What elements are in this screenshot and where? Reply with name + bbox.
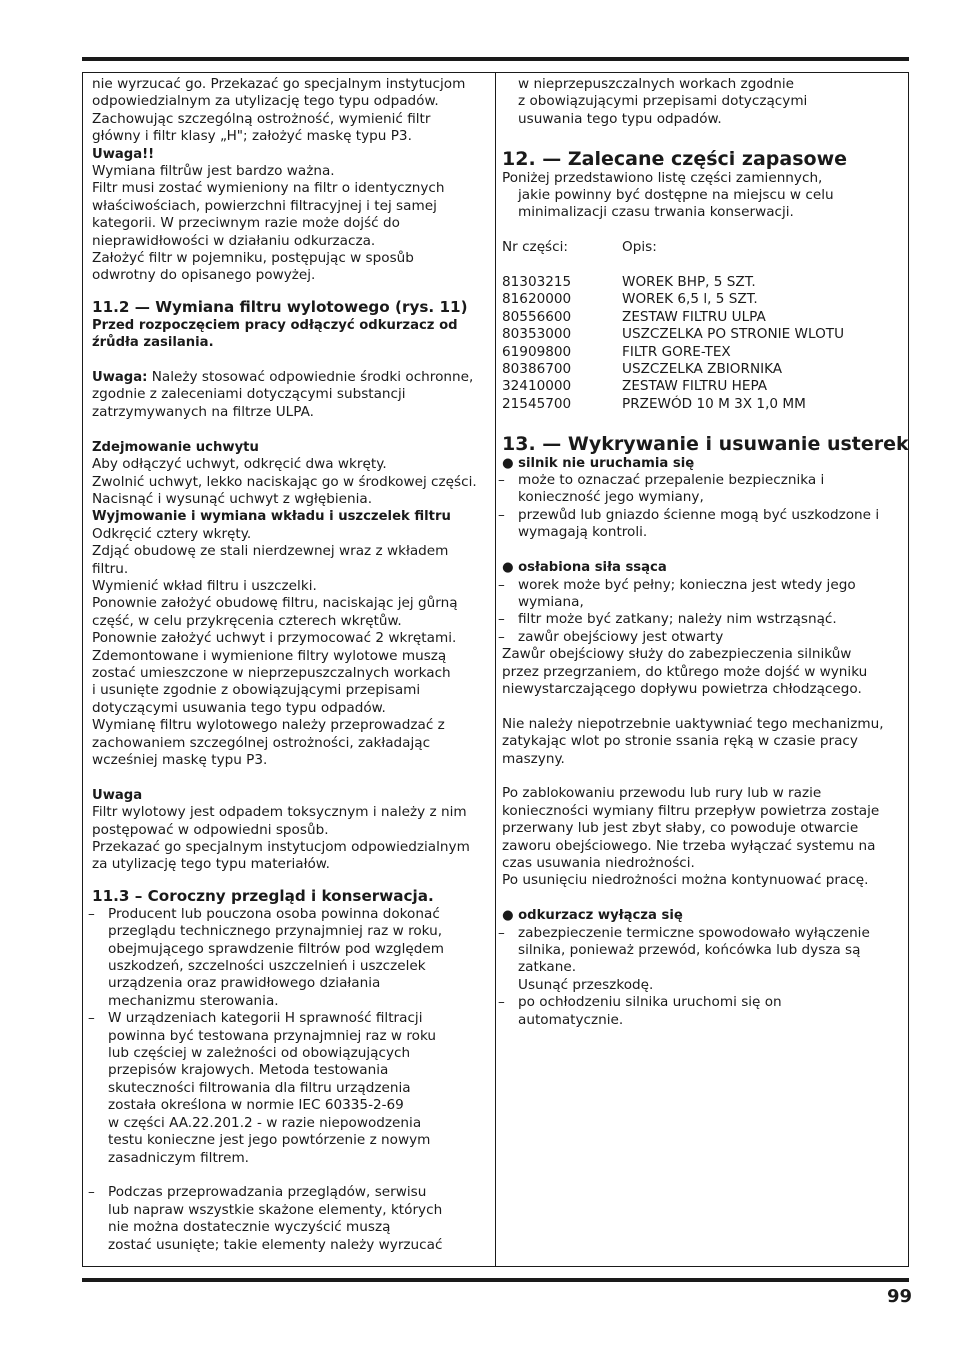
text-line: zostać usunięte; takie elementy należy wyrzucać — [108, 1236, 443, 1253]
note-heading: Uwaga — [92, 787, 143, 803]
text-line: Zdjąć obudowę ze stali nierdzewnej wraz z wkładem — [92, 543, 449, 560]
text-line: i usunięte zgodnie z obowiązującymi przepisami — [92, 682, 421, 699]
text-line: Zawůr obejściowy służy do zabezpieczenia silnikůw — [502, 646, 852, 663]
table-row — [502, 344, 844, 361]
text-line: wymiana, — [518, 593, 584, 610]
paragraph-intro — [92, 76, 488, 146]
page-number: 99 — [886, 1286, 912, 1307]
text-line: Podczas przeprowadzania przeglądów, serwisu — [108, 1184, 427, 1201]
text-line: Zwolnić uchwyt, lekko naciskając go w środkowej części. — [92, 473, 477, 490]
text-line: Filtr musi zostać wymieniony na filtr o identycznych — [92, 180, 445, 197]
text-line: zatrzymywanych na filtrze ULPA. — [92, 403, 314, 420]
text-line: minimalizacji czasu trwania konserwacji. — [518, 204, 794, 221]
text-line: silnika, ponieważ przewód, końcówka lub dysza są — [518, 941, 861, 958]
text-line: jakie powinny być dostępne na miejscu w celu — [518, 187, 834, 204]
text-line: konieczności wymiany filtru przepływ powietrza zostaje — [502, 802, 880, 819]
text-line: automatycznie. — [518, 1011, 624, 1028]
text-line: w części AA.22.201.2 - w razie niepowodzenia — [108, 1114, 422, 1131]
text-line: Przekazać go specjalnym instytucjom odpowiedzialnym — [92, 839, 470, 856]
table-row — [502, 361, 844, 378]
text-line: Usunąć przeszkodę. — [518, 976, 654, 993]
text-line: może to oznaczać przepalenie bezpiecznika i — [518, 472, 825, 489]
text-line: zawůr obejściowy jest otwarty — [518, 628, 724, 645]
text-line: odwrotny do opisanego powyżej. — [92, 267, 316, 284]
section-11-3-title: 11.3 – Coroczny przegląd i konserwacja. — [92, 886, 434, 905]
bottom-rule — [82, 1278, 909, 1282]
text-line: wcześniej maskę typu P3. — [92, 752, 268, 768]
text-line: lub napraw wszystkie skażone elementy, których — [108, 1201, 443, 1218]
text-line: przepisów krajowych. Metoda testowania — [108, 1062, 389, 1079]
right-column — [498, 76, 909, 1029]
list-item: – przewůd lub gniazdo ścienne mogą być uszkodzone i wymagają kontroli. — [502, 507, 902, 542]
text-line: przerwany lub jest zbyt słaby, co powoduje otwarcie — [502, 820, 859, 837]
text-line: powinna być testowana przynajmniej raz w roku — [108, 1027, 437, 1044]
list-item: – filtr może być zatkany; należy nim wstrząsnąć. — [502, 611, 902, 628]
column-header-number: Nr części: — [502, 239, 568, 256]
text-line: właściwościach, powierzchni filtracyjnej i tej samej — [92, 197, 437, 214]
text-line: testu konieczne jest jego powtórzenie z nowym — [108, 1132, 431, 1149]
text-line: nie wyrzucać go. Przekazać go specjalnym instytucjom — [92, 76, 466, 92]
part-number: 61909800 — [502, 343, 572, 360]
text-line: Aby odłączyć uchwyt, odkręcić dwa wkręty. — [92, 456, 387, 473]
part-description: USZCZELKA ZBIORNIKA — [622, 361, 783, 378]
text-line: Poniżej przedstawiono listę części zamiennych, — [502, 169, 823, 186]
part-number: 80353000 — [502, 326, 572, 343]
text-line: filtru. — [92, 560, 129, 577]
text-line: postępować w odpowiedni sposůb. — [92, 821, 329, 838]
text-line: Zdemontowane i wymienione filtry wylotowe muszą — [92, 647, 447, 664]
table-row — [502, 378, 844, 395]
text-line: kategorii. W przeciwnym razie może dojść do — [92, 215, 400, 232]
text-line: Nie należy niepotrzebnie uaktywniać tego mechanizmu, — [502, 715, 884, 732]
text-line: dotyczącymi usuwania tego typu odpadów. — [92, 699, 386, 716]
text-line: mechanizmu sterowania. — [108, 992, 279, 1009]
text-line: odpowiedzialnym za utylizację tego typu odpadów. — [92, 93, 439, 110]
text-line: zatykając wlot po stronie ssania ręką w czasie pracy — [502, 733, 858, 750]
text-line: za utylizację tego typu materiałów. — [92, 856, 330, 873]
content-frame — [82, 72, 909, 1267]
part-description: USZCZELKA PO STRONIE WLOTU — [622, 326, 845, 343]
parts-header-row — [502, 239, 844, 256]
part-description: ZESTAW FILTRU ULPA — [622, 308, 766, 325]
left-column — [88, 76, 488, 1254]
section-12-title: 12. — Zalecane części zapasowe — [502, 147, 848, 170]
text-line: przez przegrzaniem, do ktůrego może dojść w wyniku — [502, 663, 868, 680]
text-line: została określona w normie IEC 60335-2-69 — [108, 1097, 404, 1114]
warning-line: źrůdła zasilania. — [92, 335, 214, 351]
text-line: niewystarczającego dopływu powietrza chłodzącego. — [502, 680, 862, 697]
text-line: Wymianę filtru wylotowego należy przeprowadzać z — [92, 717, 445, 734]
list-item: – worek może być pełny; konieczna jest wtedy jego wymiana, — [502, 577, 902, 612]
text-line: nie można dostatecznie wyczyścić muszą — [108, 1219, 391, 1236]
text-line: Odkręcić cztery wkręty. — [92, 525, 252, 542]
table-row — [502, 309, 844, 326]
warning-line: Przed rozpoczęciem pracy odłączyć odkurzacz od — [92, 317, 458, 333]
part-description: PRZEWÓD 10 M 3X 1,0 MM — [622, 395, 806, 412]
text-line: Po zablokowaniu przewodu lub rury lub w razie — [502, 785, 822, 802]
part-description: FILTR GORE-TEX — [622, 343, 731, 360]
text-line: nieprawidłowości w działaniu odkurzacza. — [92, 232, 376, 249]
text-line: zabezpieczenie termiczne spowodowało wyłączenie — [518, 924, 870, 941]
part-number: 21545700 — [502, 395, 572, 412]
text-line: maszyny. — [502, 750, 565, 767]
text-line: czas usuwania niedrożności. — [502, 854, 695, 871]
list-item: – zawůr obejściowy jest otwarty — [502, 629, 902, 646]
text-line: skuteczności filtrowania dla filtru urządzenia — [108, 1079, 411, 1096]
text-line: usuwania tego typu odpadów. — [518, 110, 722, 127]
text-line: Nacisnąć i wysunąć uchwyt z wgłębienia. — [92, 490, 373, 507]
text-line: Producent lub pouczona osoba powinna dokonać — [108, 905, 440, 922]
table-row — [502, 326, 844, 343]
part-number: 32410000 — [502, 378, 572, 395]
part-number: 81303215 — [502, 274, 572, 291]
note-line — [92, 369, 488, 386]
part-number: 80386700 — [502, 361, 572, 378]
text-line: z obowiązującymi przepisami dotyczącymi — [518, 93, 808, 110]
column-divider — [495, 73, 496, 1266]
text-line: Filtr wylotowy jest odpadem toksycznym i należy z nim — [92, 804, 467, 821]
table-row — [502, 396, 844, 413]
text-line: Założyć filtr w pojemniku, postępując w sposůb — [92, 250, 414, 267]
table-row — [502, 274, 844, 291]
handle-removal-heading: Zdejmowanie uchwytu — [92, 439, 259, 455]
note-label: Uwaga: — [92, 370, 148, 386]
part-number: 81620000 — [502, 291, 572, 308]
text-line: Wymienić wkład filtru i uszczelki. — [92, 577, 317, 594]
text-line: konieczność jego wymiany, — [518, 489, 704, 506]
text-line: główny i filtr klasy „H"; założyć maskę typu P3. — [92, 128, 412, 145]
fault-heading: ● silnik nie uruchamia się — [502, 455, 695, 471]
text-line: zostać umieszczone w nieprzepuszczalnych workach — [92, 664, 451, 681]
text-line: zasadniczym filtrem. — [108, 1149, 250, 1166]
text-line: Ponownie założyć obudowę filtru, naciskając jej gůrną — [92, 595, 458, 612]
text-line: Po usunięciu niedrożności można kontynuować pracę. — [502, 872, 869, 889]
paragraph-filter-replacement — [92, 163, 488, 285]
text-line: worek może być pełny; konieczna jest wtedy jego — [518, 576, 856, 593]
list-item: – Podczas przeprowadzania przeglądów, serwisu lub napraw wszystkie skażone elementy, których nie można dostatecznie wyczyścić muszą zostać usunięte; takie elementy należy wyrzucać — [92, 1184, 488, 1254]
text-line: zaworu obejściowego. Nie trzeba wyłączać systemu na — [502, 837, 876, 854]
text-line: urządzenia oraz prawidłowego działania — [108, 975, 381, 992]
part-description: WOREK 6,5 l, 5 SZT. — [622, 291, 758, 308]
text-line: Ponownie założyć uchwyt i przymocować 2 wkrętami. — [92, 630, 457, 647]
text-line: część, w celu przykręcenia czterech wkrętůw. — [92, 612, 402, 629]
text-line: po ochłodzeniu silnika uruchomi się on — [518, 994, 782, 1011]
text-line: W urządzeniach kategorii H sprawność filtracji — [108, 1010, 423, 1027]
section-13-title: 13. — Wykrywanie i usuwanie usterek — [502, 432, 909, 455]
fault-heading: ● osłabiona siła ssąca — [502, 560, 667, 576]
text-line: filtr może być zatkany; należy nim wstrząsnąć. — [518, 611, 837, 628]
part-description: ZESTAW FILTRU HEPA — [622, 378, 768, 395]
paragraph-continued — [502, 76, 902, 128]
section-11-2-title: 11.2 — Wymiana filtru wylotowego (rys. 11) — [92, 297, 468, 316]
fault-heading: ● odkurzacz wyłącza się — [502, 908, 683, 924]
text-line: obejmującego sprawdzenie filtrów pod względem — [108, 940, 444, 957]
text-line: w nieprzepuszczalnych workach zgodnie — [518, 76, 795, 92]
list-item: – może to oznaczać przepalenie bezpiecznika i konieczność jego wymiany, — [502, 472, 902, 507]
text-line: Zachowując szczególną ostrożność, wymienić filtr — [92, 110, 431, 127]
list-item: – zabezpieczenie termiczne spowodowało wyłączenie silnika, ponieważ przewód, końcówka lub dysza są zatkane. Usunąć przeszkodę. — [502, 925, 902, 995]
parts-table — [502, 239, 844, 413]
text-line: uszkodzeń, szczelności uszczelnień i uszczelek — [108, 958, 426, 975]
text-line: przewůd lub gniazdo ścienne mogą być uszkodzone i — [518, 506, 880, 523]
text-line: lub częściej w zależności od obowiązujących — [108, 1045, 411, 1062]
text-line: zachowaniem szczególnej ostrożności, zakładając — [92, 734, 431, 751]
list-item: – po ochłodzeniu silnika uruchomi się on automatycznie. — [502, 994, 902, 1029]
note-text: Należy stosować odpowiednie środki ochronne, — [147, 369, 474, 386]
list-item: – Producent lub pouczona osoba powinna dokonać przeglądu technicznego przynajmniej raz w roku, obejmującego sprawdzenie filtrów pod względem uszkodzeń, szczelności uszczelnień i uszczelek urządzenia oraz prawidłowego działania mechanizmu sterowania. — [92, 906, 488, 1010]
text-line: zgodnie z zaleceniami dotyczącymi substancji — [92, 386, 406, 403]
column-header-description: Opis: — [622, 239, 657, 256]
text-line: zatkane. — [518, 959, 577, 976]
insert-replacement-heading: Wyjmowanie i wymiana wkładu i uszczelek filtru — [92, 509, 451, 525]
note-heading: Uwaga!! — [92, 146, 155, 162]
text-line: wymagają kontroli. — [518, 524, 648, 541]
list-item: – W urządzeniach kategorii H sprawność filtracji powinna być testowana przynajmniej raz w roku lub częściej w zależności od obowiązujących przepisów krajowych. Metoda testowania skuteczności filtrowania dla filtru urządzenia została określona w normie IEC 60335-2-69 w części AA.22.201.2 - w razie niepowodzenia testu konieczne jest jego powtórzenie z nowym zasadniczym filtrem. — [92, 1010, 488, 1167]
part-number: 80556600 — [502, 308, 572, 325]
table-row — [502, 291, 844, 308]
part-description: WOREK BHP, 5 SZT. — [622, 274, 756, 291]
text-line: przeglądu technicznego przynajmniej raz w roku, — [108, 923, 443, 940]
text-line: Wymiana filtrůw jest bardzo ważna. — [92, 163, 335, 180]
top-rule — [82, 57, 909, 61]
